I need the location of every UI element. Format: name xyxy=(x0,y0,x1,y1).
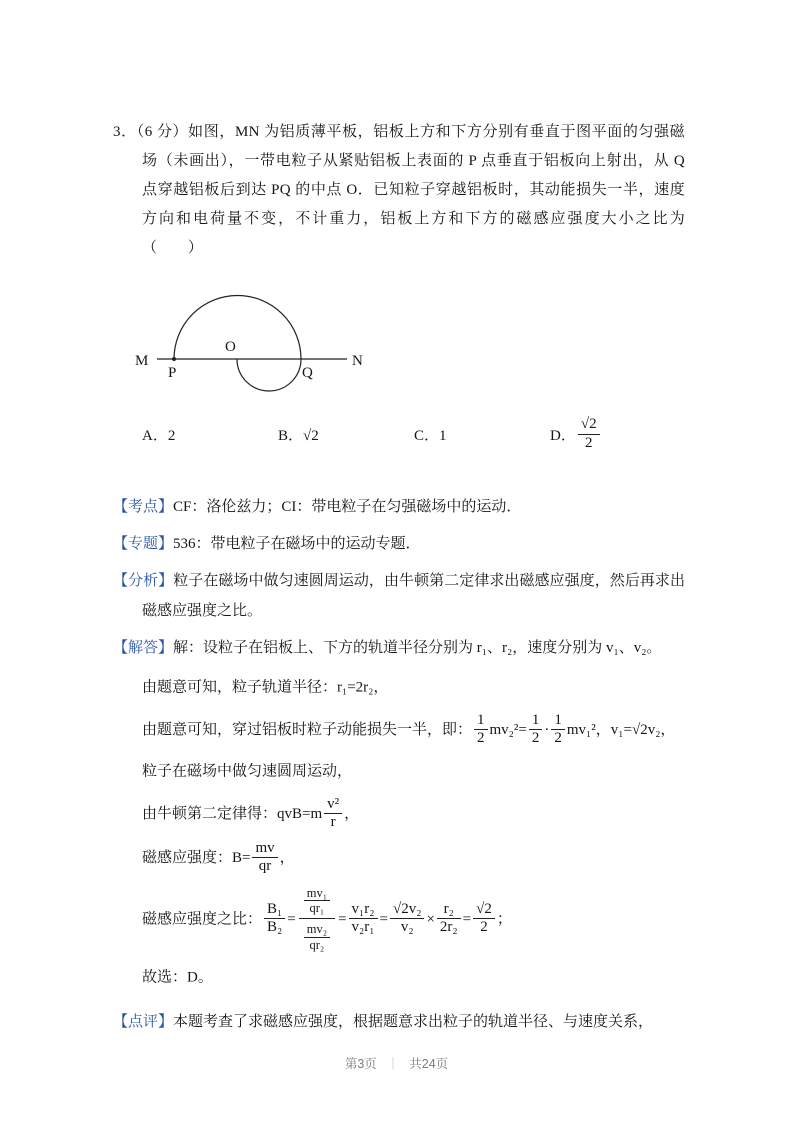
dianping-text: 本题考查了求磁感应强度，根据题意求出粒子的轨道半径、与速度关系， xyxy=(173,1013,654,1030)
fraction: $\frac{\text{B₁}}{\text{B₂}}$ xyxy=(264,901,285,937)
options-row xyxy=(142,416,685,452)
formula-text: = xyxy=(379,910,388,927)
section-jieda xyxy=(113,633,685,663)
solution-line xyxy=(142,796,685,832)
formula-text: ， xyxy=(279,849,295,866)
page-number: 第3页 xyxy=(344,1057,377,1071)
formula-text: 由题意可知，穿过铝板时粒子动能损失一半，即： xyxy=(142,721,473,738)
solution-steps xyxy=(142,672,685,993)
fenxi-text: 粒子在磁场中做匀速圆周运动，由牛顿第二定律求出磁感应强度，然后再求出磁感应强度之比。 xyxy=(142,573,685,619)
option-b xyxy=(278,424,414,445)
label-p: P xyxy=(168,365,177,381)
solution-line xyxy=(142,885,685,954)
fraction: $\frac{1}{2}$ xyxy=(551,712,565,748)
fraction: $\frac{\text{√2v₂}}{\text{v₂}}$ xyxy=(390,901,424,937)
dianping-tag: 【点评】 xyxy=(113,1013,174,1030)
fraction: $\frac{1}{2}$ xyxy=(529,712,543,748)
page-footer xyxy=(0,1054,793,1072)
formula-text: 粒子在磁场中做匀速圆周运动， xyxy=(142,763,353,780)
formula-text: 磁感应强度：B= xyxy=(142,849,251,866)
formula-text: 由牛顿第二定律得：qvB=m xyxy=(142,805,323,822)
option-c xyxy=(414,424,550,445)
section-kaodian xyxy=(113,492,685,522)
label-m: M xyxy=(135,353,149,369)
fenxi-tag: 【分析】 xyxy=(113,573,174,589)
solution-line xyxy=(142,840,685,876)
nested-fraction xyxy=(299,885,335,954)
option-d xyxy=(550,416,602,452)
fraction: $\frac{\text{v²}}{r}$ xyxy=(324,796,342,832)
fraction: $\frac{mv}{qr}$ xyxy=(252,840,277,876)
fraction: $\frac{1}{2}$ xyxy=(474,712,488,748)
kaodian-text: CF：洛伦兹力；CI：带电粒子在匀强磁场中的运动． xyxy=(173,499,522,515)
section-dianping xyxy=(113,1007,685,1037)
solution-line xyxy=(142,672,685,703)
solution-line xyxy=(142,756,685,787)
page-total: 共24页 xyxy=(409,1057,449,1071)
upper-trajectory-arc xyxy=(174,296,301,360)
formula-text: 磁感应强度之比： xyxy=(142,910,263,927)
fraction: $\frac{√2}{2}$ xyxy=(578,416,600,452)
footer-separator: ｜ xyxy=(386,1057,400,1071)
section-fenxi xyxy=(113,566,685,626)
zhuanti-text: 536：带电粒子在磁场中的运动专题． xyxy=(173,536,421,552)
formula-text: C．1 xyxy=(414,427,447,444)
jieda-text: 解：设粒子在铝板上、下方的轨道半径分别为 r₁、r₂，速度分别为 v₁、v₂。 xyxy=(173,640,662,656)
fraction: $\frac{\text{mv₂}}{\text{qr₂}}$ xyxy=(304,922,330,952)
zhuanti-tag: 【专题】 xyxy=(113,536,174,552)
formula-text: ， xyxy=(344,805,360,822)
figure-canvas xyxy=(119,285,379,403)
label-q: Q xyxy=(302,365,313,381)
formula-text: ； xyxy=(496,910,512,927)
formula-text: 故选：D。 xyxy=(142,969,213,986)
fraction: $\frac{√2}{2}$ xyxy=(473,901,495,937)
formula-text: 由题意可知，粒子轨道半径：r₁=2r₂， xyxy=(142,679,389,696)
option-a xyxy=(142,424,278,445)
physics-figure xyxy=(119,285,685,408)
kaodian-tag: 【考点】 xyxy=(113,499,174,515)
solution-line xyxy=(142,962,685,993)
formula-text: = xyxy=(287,910,296,927)
formula-text: = xyxy=(338,910,347,927)
point-p-dot xyxy=(172,357,176,361)
formula-text: A．2 xyxy=(142,427,176,444)
formula-text: mv₂²= xyxy=(489,721,527,738)
formula-text: × xyxy=(426,910,435,927)
jieda-tag: 【解答】 xyxy=(113,640,174,656)
label-n: N xyxy=(352,353,363,369)
sections xyxy=(113,492,685,663)
formula-text: D． xyxy=(550,427,576,444)
fraction: $\frac{\text{mv₁}}{\text{qr₁}}$ xyxy=(304,886,330,916)
lower-trajectory-arc xyxy=(237,359,301,391)
question-text: 3．（6 分）如图，MN 为铝质薄平板，铝板上方和下方分别有垂直于图平面的匀强磁场（未画出），一带电粒子从紧贴铝板上表面的 P 点垂直于铝板向上射出，从 Q 点穿越铝板后到达 PQ 的中点 O．已知粒子穿越铝板时，其动能损失一半，速度方向和电荷量不变，不计重力，铝板上方和下方的磁感应强度大小之比为（ ） xyxy=(113,124,685,256)
fraction: $\frac{\text{v₁r₂}}{\text{v₂r₁}}$ xyxy=(349,901,378,937)
label-o: O xyxy=(225,339,236,355)
fraction: $\frac{\text{r₂}}{\text{2r₂}}$ xyxy=(437,901,461,937)
formula-text: · xyxy=(544,721,550,738)
section-zhuanti xyxy=(113,529,685,559)
formula-text: B．√2 xyxy=(278,427,319,444)
formula-text: mv₁²，v₁=√2v₂， xyxy=(566,721,676,738)
formula-text: = xyxy=(462,910,472,927)
solution-line xyxy=(142,712,685,748)
